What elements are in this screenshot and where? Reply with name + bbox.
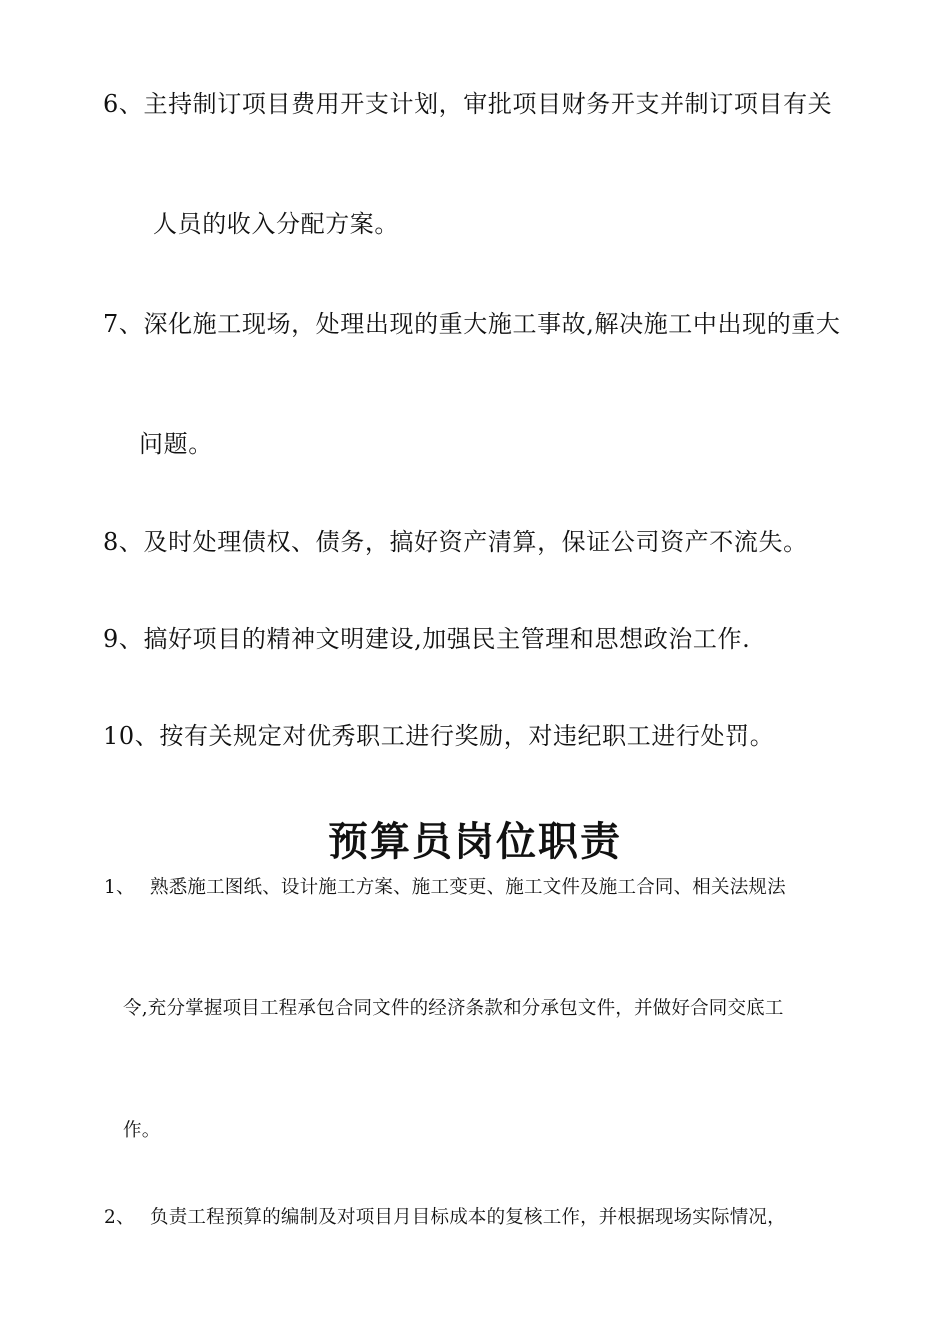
item-2-number: 2、 <box>104 1207 135 1228</box>
item-2-line-1: 负责工程预算的编制及对项目月目标成本的复核工作，并根据现场实际情况， <box>150 1207 786 1228</box>
item-1-line-3: 作。 <box>123 1120 161 1141</box>
item-1-line-2: 令,充分掌握项目工程承包合同文件的经济条款和分承包文件，并做好合同交底工 <box>123 998 784 1019</box>
item-9: 9、搞好项目的精神文明建设,加强民主管理和思想政治工作. <box>103 625 751 653</box>
section-title: 预算员岗位职责 <box>328 819 622 865</box>
item-8: 8、及时处理债权、债务，搞好资产清算，保证公司资产不流失。 <box>103 528 808 556</box>
item-7-line-2: 问题。 <box>139 430 213 458</box>
item-1-number: 1、 <box>104 877 135 898</box>
item-6-line-2: 人员的收入分配方案。 <box>153 210 399 238</box>
item-7-line-1: 7、深化施工现场，处理出现的重大施工事故,解决施工中出现的重大 <box>103 310 841 338</box>
item-1-line-1: 熟悉施工图纸、设计施工方案、施工变更、施工文件及施工合同、相关法规法 <box>150 877 786 898</box>
item-6-line-1: 6、主持制订项目费用开支计划，审批项目财务开支并制订项目有关 <box>103 90 833 118</box>
item-10: 10、按有关规定对优秀职工进行奖励，对违纪职工进行处罚。 <box>103 722 775 750</box>
